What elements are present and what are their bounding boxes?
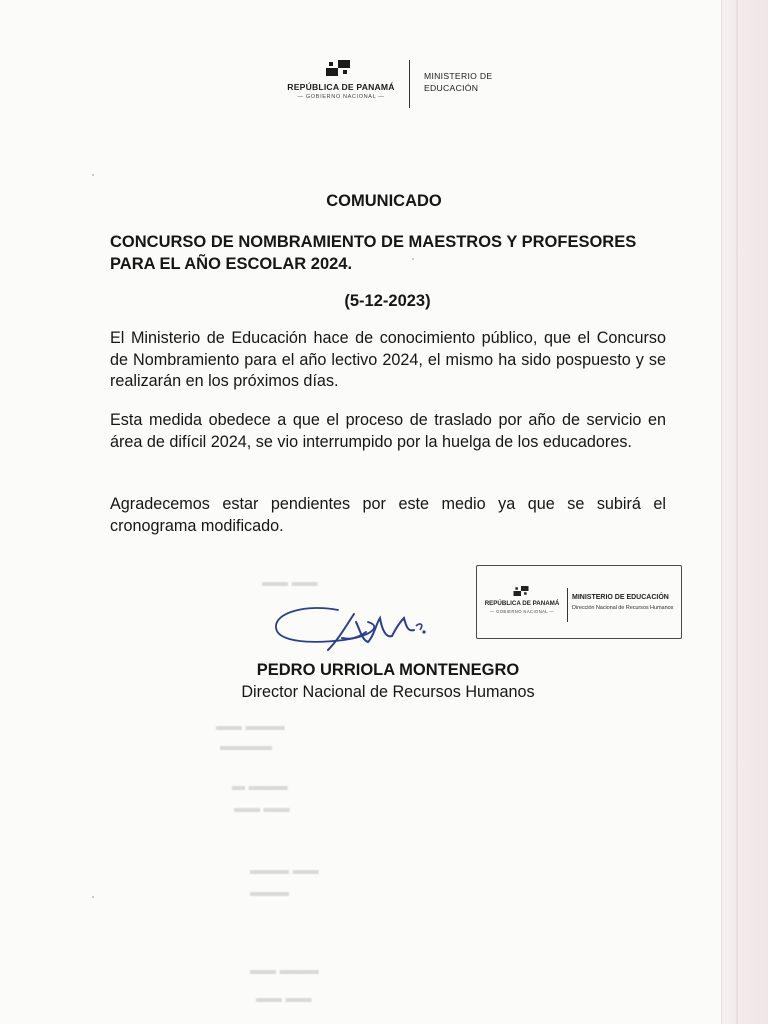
panama-flag-icon [513,586,529,596]
paragraph-reason: Esta medida obedece a que el proceso de traslado por año de servicio en área de difícil 2024, se vio interrumpido por la huelga de los educadores. [110,411,666,451]
scan-speck [92,896,94,898]
ministry-header-logo [278,60,508,110]
bleed-through-mark: ▬▬▬ ▬ [232,778,288,793]
bleed-through-mark: ▬▬ ▬▬ [234,800,290,815]
ministry-name [424,70,514,94]
stamp-divider [567,588,568,622]
bleed-through-mark: ▬▬▬ [250,884,289,899]
government-label: — GOBIERNO NACIONAL — [278,94,404,100]
bleed-through-mark: ▬▬ ▬▬ [262,574,318,589]
page-edge [721,0,768,1024]
bleed-through-mark: ▬▬ ▬▬ [256,990,312,1005]
stamp-ministry: MINISTERIO DE EDUCACIÓN [572,594,669,601]
signatory-title: Director Nacional de Recursos Humanos [241,683,535,701]
document-title: CONCURSO DE NOMBRAMIENTO DE MAESTROS Y PROFESORES PARA EL AÑO ESCOLAR 2024. [110,233,637,273]
bleed-through-mark: ▬▬▬ ▬▬ [216,718,285,733]
stamp-republic-name: REPÚBLICA DE PANAMÁ [484,600,560,607]
header-divider [409,60,410,108]
paragraph-closing: Agradecemos estar pendientes por este medio ya que se subirá el cronograma modificado. [110,495,666,535]
stamp-directorate: Dirección Nacional de Recursos Humanos [572,605,674,611]
bleed-through-mark: ▬▬ ▬▬▬ [250,862,319,877]
bleed-through-mark: ▬▬▬ ▬▬ [250,962,319,977]
official-stamp [476,565,682,639]
bleed-through-mark: ▬▬▬▬ [220,738,272,753]
handwritten-signature [268,596,448,658]
signatory-name: PEDRO URRIOLA MONTENEGRO [256,661,520,679]
ministry-line-2: EDUCACIÓN [424,83,479,93]
paragraph-announcement: El Ministerio de Educación hace de conocimiento público, que el Concurso de Nombramiento para el año lectivo 2024, el mismo ha sido pospuesto y se realizarán en los próximos días. [110,329,666,390]
republic-name: REPÚBLICA DE PANAMÁ [287,82,395,92]
document-type: COMUNICADO [326,192,442,210]
stamp-government-label: — GOBIERNO NACIONAL — [479,609,565,614]
document-date: (5-12-2023) [344,292,431,310]
scan-speck [92,174,94,176]
panama-flag-icon [326,60,350,76]
ministry-line-1: MINISTERIO DE [424,71,493,81]
